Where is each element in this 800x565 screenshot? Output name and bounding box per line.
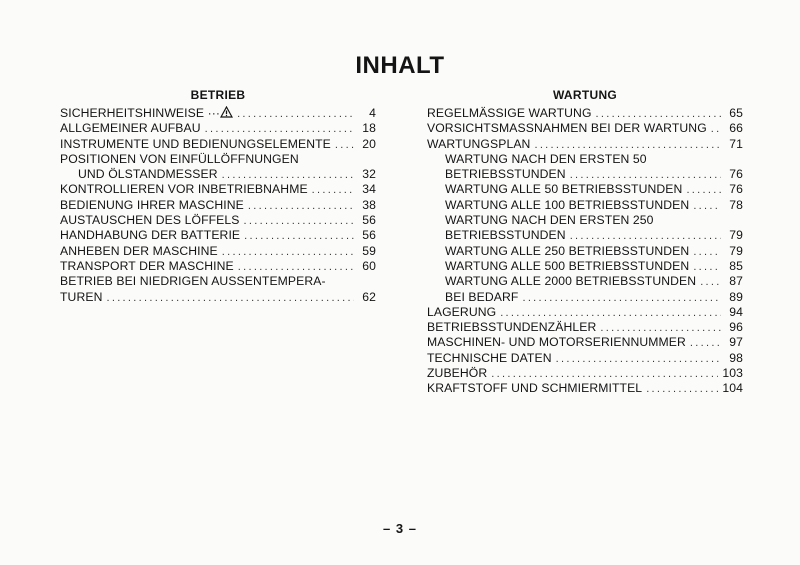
toc-entry[interactable] xyxy=(60,106,376,121)
toc-entry-label: UND ÖLSTANDMESSER xyxy=(78,167,218,182)
toc-entry-page: 85 xyxy=(729,258,743,273)
leader-dots xyxy=(335,138,354,153)
leader-dots xyxy=(106,291,354,306)
toc-entry[interactable] xyxy=(60,244,376,259)
page-number: – 3 – xyxy=(383,521,417,536)
leader-dots xyxy=(646,382,718,397)
toc-entry[interactable] xyxy=(60,259,376,274)
leader-dots xyxy=(686,183,721,198)
toc-entry[interactable] xyxy=(427,198,743,213)
leader-dots xyxy=(237,107,354,122)
toc-entry[interactable] xyxy=(427,381,743,396)
toc-entry-page: 98 xyxy=(729,350,743,365)
toc-entry[interactable] xyxy=(427,167,743,182)
toc-entry-label: BETRIEB BEI NIEDRIGEN AUSSENTEMPERA- xyxy=(60,274,326,289)
toc-entry-label: KONTROLLIEREN VOR INBETRIEBNAHME xyxy=(60,182,308,197)
toc-entry[interactable] xyxy=(60,167,376,182)
toc-entry-label: AUSTAUSCHEN DES LÖFFELS xyxy=(60,213,240,228)
toc-entry-label: WARTUNG ALLE 500 BETRIEBSSTUNDEN xyxy=(445,258,690,273)
toc-entry-page: 103 xyxy=(722,366,743,381)
leader-dots xyxy=(711,122,721,137)
toc-entry[interactable] xyxy=(427,182,743,197)
toc-entry[interactable] xyxy=(427,351,743,366)
toc-entry[interactable] xyxy=(427,106,743,121)
toc-entry[interactable] xyxy=(427,228,743,243)
toc-entry-page: 71 xyxy=(729,136,743,151)
leader-dots xyxy=(596,107,721,122)
toc-entry[interactable] xyxy=(427,305,743,320)
toc-entry-label: SICHERHEITSHINWEISE ··· xyxy=(60,106,233,122)
toc-entry-label: TECHNISCHE DATEN xyxy=(427,350,552,365)
toc-entry-label: POSITIONEN VON EINFÜLLÖFFNUNGEN xyxy=(60,151,299,166)
section-heading-wartung: WARTUNG xyxy=(552,88,618,102)
toc-entry[interactable] xyxy=(427,366,743,381)
toc-entry[interactable] xyxy=(427,152,743,167)
leader-dots xyxy=(238,260,354,275)
toc-entry[interactable] xyxy=(427,274,743,289)
toc-entry-label: REGELMÄSSIGE WARTUNG xyxy=(427,106,592,120)
leader-dots xyxy=(570,168,721,183)
leader-dots xyxy=(700,275,721,290)
toc-entry-page: 78 xyxy=(729,197,743,212)
toc-entry-label: TRANSPORT DER MASCHINE xyxy=(60,258,234,273)
toc-entry-page: 32 xyxy=(362,167,376,182)
leader-dots xyxy=(244,229,354,244)
toc-section-wartung xyxy=(427,88,743,397)
toc-entry[interactable] xyxy=(427,121,743,136)
leader-dots xyxy=(556,352,721,367)
toc-entry-label: WARTUNG ALLE 50 BETRIEBSSTUNDEN xyxy=(445,182,683,197)
toc-entry-page: 34 xyxy=(362,182,376,197)
toc-entry-page: 65 xyxy=(729,106,743,120)
toc-entry-label: ALLGEMEINER AUFBAU xyxy=(60,121,201,136)
toc-entry[interactable] xyxy=(60,228,376,243)
leader-dots xyxy=(600,321,721,336)
toc-entry[interactable] xyxy=(60,152,376,167)
toc-entry-label: WARTUNG NACH DEN ERSTEN 50 xyxy=(445,151,647,166)
toc-entry-page: 89 xyxy=(729,289,743,304)
warning-triangle-icon xyxy=(220,106,233,122)
toc-entry[interactable] xyxy=(60,274,376,289)
toc-entry-page: 4 xyxy=(369,106,376,120)
leader-dots xyxy=(491,367,718,382)
toc-entry[interactable] xyxy=(427,259,743,274)
toc-entry-page: 66 xyxy=(729,121,743,136)
toc-entry-label: KRAFTSTOFF UND SCHMIERMITTEL xyxy=(427,381,643,396)
toc-entry[interactable] xyxy=(427,137,743,152)
toc-entry[interactable] xyxy=(60,198,376,213)
toc-entry-label: WARTUNG NACH DEN ERSTEN 250 xyxy=(445,213,654,228)
toc-entry-page: 79 xyxy=(729,243,743,258)
toc-entry[interactable] xyxy=(427,335,743,350)
toc-entry-label: ZUBEHÖR xyxy=(427,366,488,381)
toc-entry[interactable] xyxy=(427,213,743,228)
toc-entry[interactable] xyxy=(427,244,743,259)
toc-entry-page: 104 xyxy=(722,381,743,396)
toc-entry[interactable] xyxy=(60,137,376,152)
toc-entry-label: WARTUNG ALLE 250 BETRIEBSSTUNDEN xyxy=(445,243,690,258)
toc-entry-page: 38 xyxy=(362,197,376,212)
toc-entry-page: 76 xyxy=(729,167,743,182)
toc-entry-label: VORSICHTSMASSNAHMEN BEI DER WARTUNG xyxy=(427,121,707,136)
toc-entry-label: MASCHINEN- UND MOTORSERIENNUMMER xyxy=(427,335,686,350)
leader-dots xyxy=(522,291,721,306)
toc-entry-page: 79 xyxy=(729,228,743,243)
leader-dots xyxy=(534,138,721,153)
toc-entry-page: 96 xyxy=(729,320,743,335)
toc-entry-page: 56 xyxy=(362,213,376,228)
leader-dots xyxy=(693,199,721,214)
toc-entry-label: WARTUNG ALLE 100 BETRIEBSSTUNDEN xyxy=(445,197,690,212)
toc-entry-label: HANDHABUNG DER BATTERIE xyxy=(60,228,241,243)
toc-entry[interactable] xyxy=(60,290,376,305)
toc-entry-label: ANHEBEN DER MASCHINE xyxy=(60,243,218,258)
toc-entry-page: 87 xyxy=(729,274,743,289)
toc-entry[interactable] xyxy=(60,182,376,197)
leader-dots xyxy=(693,260,721,275)
toc-entry-label: BETRIEBSSTUNDEN xyxy=(445,167,566,182)
page-title: INHALT xyxy=(355,52,445,79)
leader-dots xyxy=(570,229,721,244)
toc-entry-page: 56 xyxy=(362,228,376,243)
toc-entry-label: BETRIEBSSTUNDENZÄHLER xyxy=(427,320,597,335)
leader-dots xyxy=(693,245,721,260)
toc-entry-label: TUREN xyxy=(60,289,103,304)
toc-entry-label: LAGERUNG xyxy=(427,304,497,319)
leader-dots xyxy=(500,306,721,321)
leader-dots xyxy=(244,214,354,229)
leader-dots xyxy=(222,245,354,260)
toc-entry-label: INSTRUMENTE UND BEDIENUNGSELEMENTE xyxy=(60,136,331,151)
toc-entry-page: 59 xyxy=(362,243,376,258)
toc-entry-page: 97 xyxy=(729,335,743,350)
toc-entry-label: BEI BEDARF xyxy=(445,289,519,304)
leader-dots xyxy=(690,336,721,351)
toc-entry-label: BEDIENUNG IHRER MASCHINE xyxy=(60,197,244,212)
toc-entry-label: BETRIEBSSTUNDEN xyxy=(445,228,566,243)
section-heading-betrieb: BETRIEB xyxy=(190,88,246,102)
toc-entry[interactable] xyxy=(60,121,376,136)
toc-entry-page: 60 xyxy=(362,258,376,273)
leader-dots xyxy=(312,183,354,198)
toc-entry-page: 18 xyxy=(362,121,376,136)
toc-section-betrieb xyxy=(60,88,376,305)
toc-entry[interactable] xyxy=(427,320,743,335)
toc-entry-label: WARTUNG ALLE 2000 BETRIEBSSTUNDEN xyxy=(445,274,697,289)
leader-dots xyxy=(222,168,354,183)
leader-dots xyxy=(205,122,354,137)
toc-entry-page: 62 xyxy=(362,289,376,304)
leader-dots xyxy=(248,199,354,214)
toc-entry-page: 20 xyxy=(362,136,376,151)
toc-entry[interactable] xyxy=(60,213,376,228)
toc-entry-page: 76 xyxy=(729,182,743,197)
toc-entry-label: WARTUNGSPLAN xyxy=(427,136,531,151)
toc-entry[interactable] xyxy=(427,290,743,305)
toc-entry-page: 94 xyxy=(729,304,743,319)
